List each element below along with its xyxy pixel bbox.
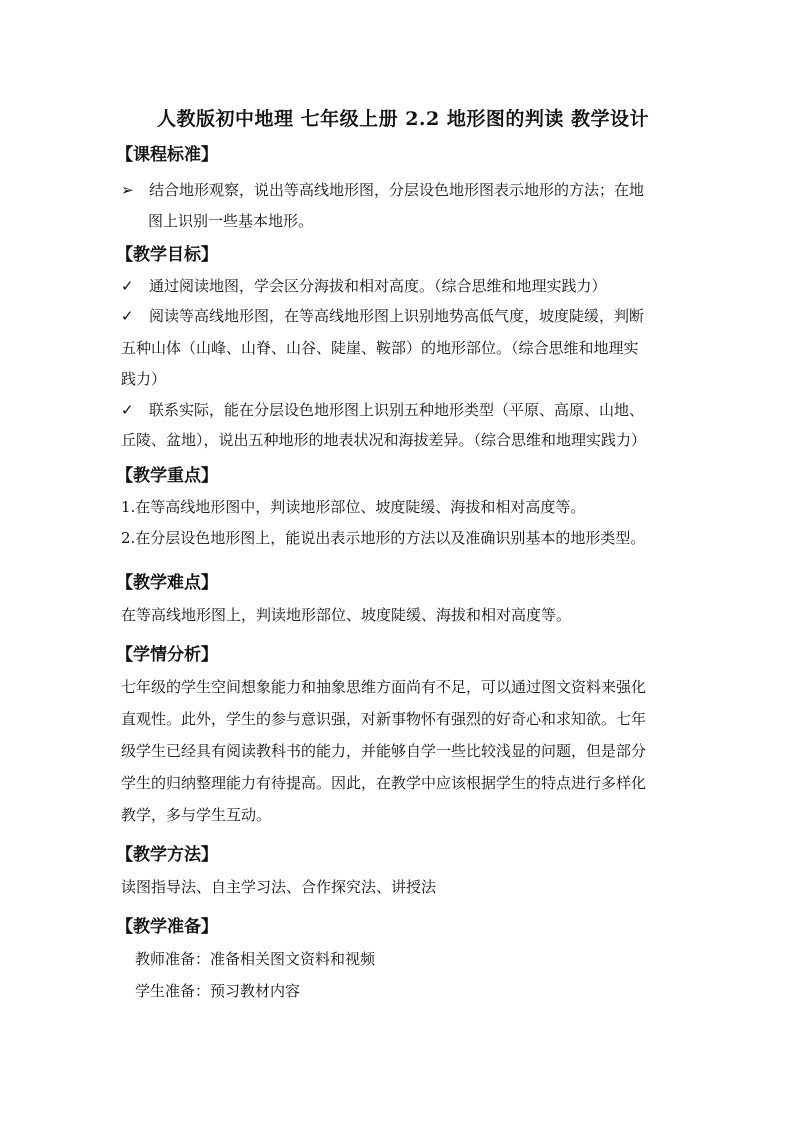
objective-line-6: 丘陵、盆地），说出五种地形的地表状况和海拔差异。（综合思维和地理实践力） xyxy=(121,431,647,449)
analysis-line-5: 教学，多与学生互动。 xyxy=(121,806,272,824)
objective-line-2: ✓ 阅读等高线地形图，在等高线地形图上识别地势高低气度，坡度陡缓，判断 xyxy=(121,307,645,325)
objective-line-1: ✓ 通过阅读地图，学会区分海拔和相对高度。（综合思维和地理实践力） xyxy=(121,277,607,295)
analysis-line-4: 学生的归纳整理能力有待提高。因此，在教学中应该根据学生的特点进行多样化 xyxy=(121,774,647,792)
check-icon: ✓ xyxy=(121,307,134,325)
analysis-line-1: 七年级的学生空间想象能力和抽象思维方面尚有不足，可以通过图文资料来强化 xyxy=(121,678,647,696)
standard-line-1: ➢ 结合地形观察，说出等高线地形图，分层设色地形图表示地形的方法；在地 xyxy=(121,181,645,199)
heading-teaching-preparation: 【教学准备】 xyxy=(116,917,218,937)
analysis-line-3: 级学生已经具有阅读教科书的能力，并能够自学一些比较浅显的问题，但是部分 xyxy=(121,742,647,760)
objective-line-3: 五种山体（山峰、山脊、山谷、陡崖、鞍部）的地形部位。（综合思维和地理实 xyxy=(121,339,639,357)
preparation-line-student: 学生准备：预习教材内容 xyxy=(135,982,301,1000)
heading-teaching-methods: 【教学方法】 xyxy=(116,845,218,865)
heading-teaching-objectives: 【教学目标】 xyxy=(116,245,218,265)
key-point-line-1: 1.在等高线地形图中，判读地形部位、坡度陡缓、海拔和相对高度等。 xyxy=(121,498,586,516)
preparation-line-teacher: 教师准备：准备相关图文资料和视频 xyxy=(135,950,376,968)
difficulty-line-1: 在等高线地形图上，判读地形部位、坡度陡缓、海拔和相对高度等。 xyxy=(121,606,572,624)
standard-line-2: 图上识别一些基本地形。 xyxy=(148,212,314,230)
analysis-line-2: 直观性。此外，学生的参与意识强，对新事物怀有强烈的好奇心和求知欲。七年 xyxy=(121,710,647,728)
methods-line-1: 读图指导法、自主学习法、合作探究法、讲授法 xyxy=(121,878,437,896)
objective-line-5: ✓ 联系实际，能在分层设色地形图上识别五种地形类型（平原、高原、山地、 xyxy=(121,401,645,419)
heading-difficulties: 【教学难点】 xyxy=(116,573,218,593)
heading-curriculum-standard: 【课程标准】 xyxy=(116,145,218,165)
check-icon: ✓ xyxy=(121,277,134,295)
document-title: 人教版初中地理 七年级上册 2.2 地形图的判读 教学设计 xyxy=(156,108,649,130)
heading-student-analysis: 【学情分析】 xyxy=(116,645,218,665)
key-point-line-2: 2.在分层设色地形图上，能说出表示地形的方法以及准确识别基本的地形类型。 xyxy=(121,529,646,547)
objective-line-4: 践力） xyxy=(121,370,167,388)
check-icon: ✓ xyxy=(121,401,134,419)
heading-key-points: 【教学重点】 xyxy=(116,466,218,486)
arrow-bullet-icon: ➢ xyxy=(121,181,134,199)
